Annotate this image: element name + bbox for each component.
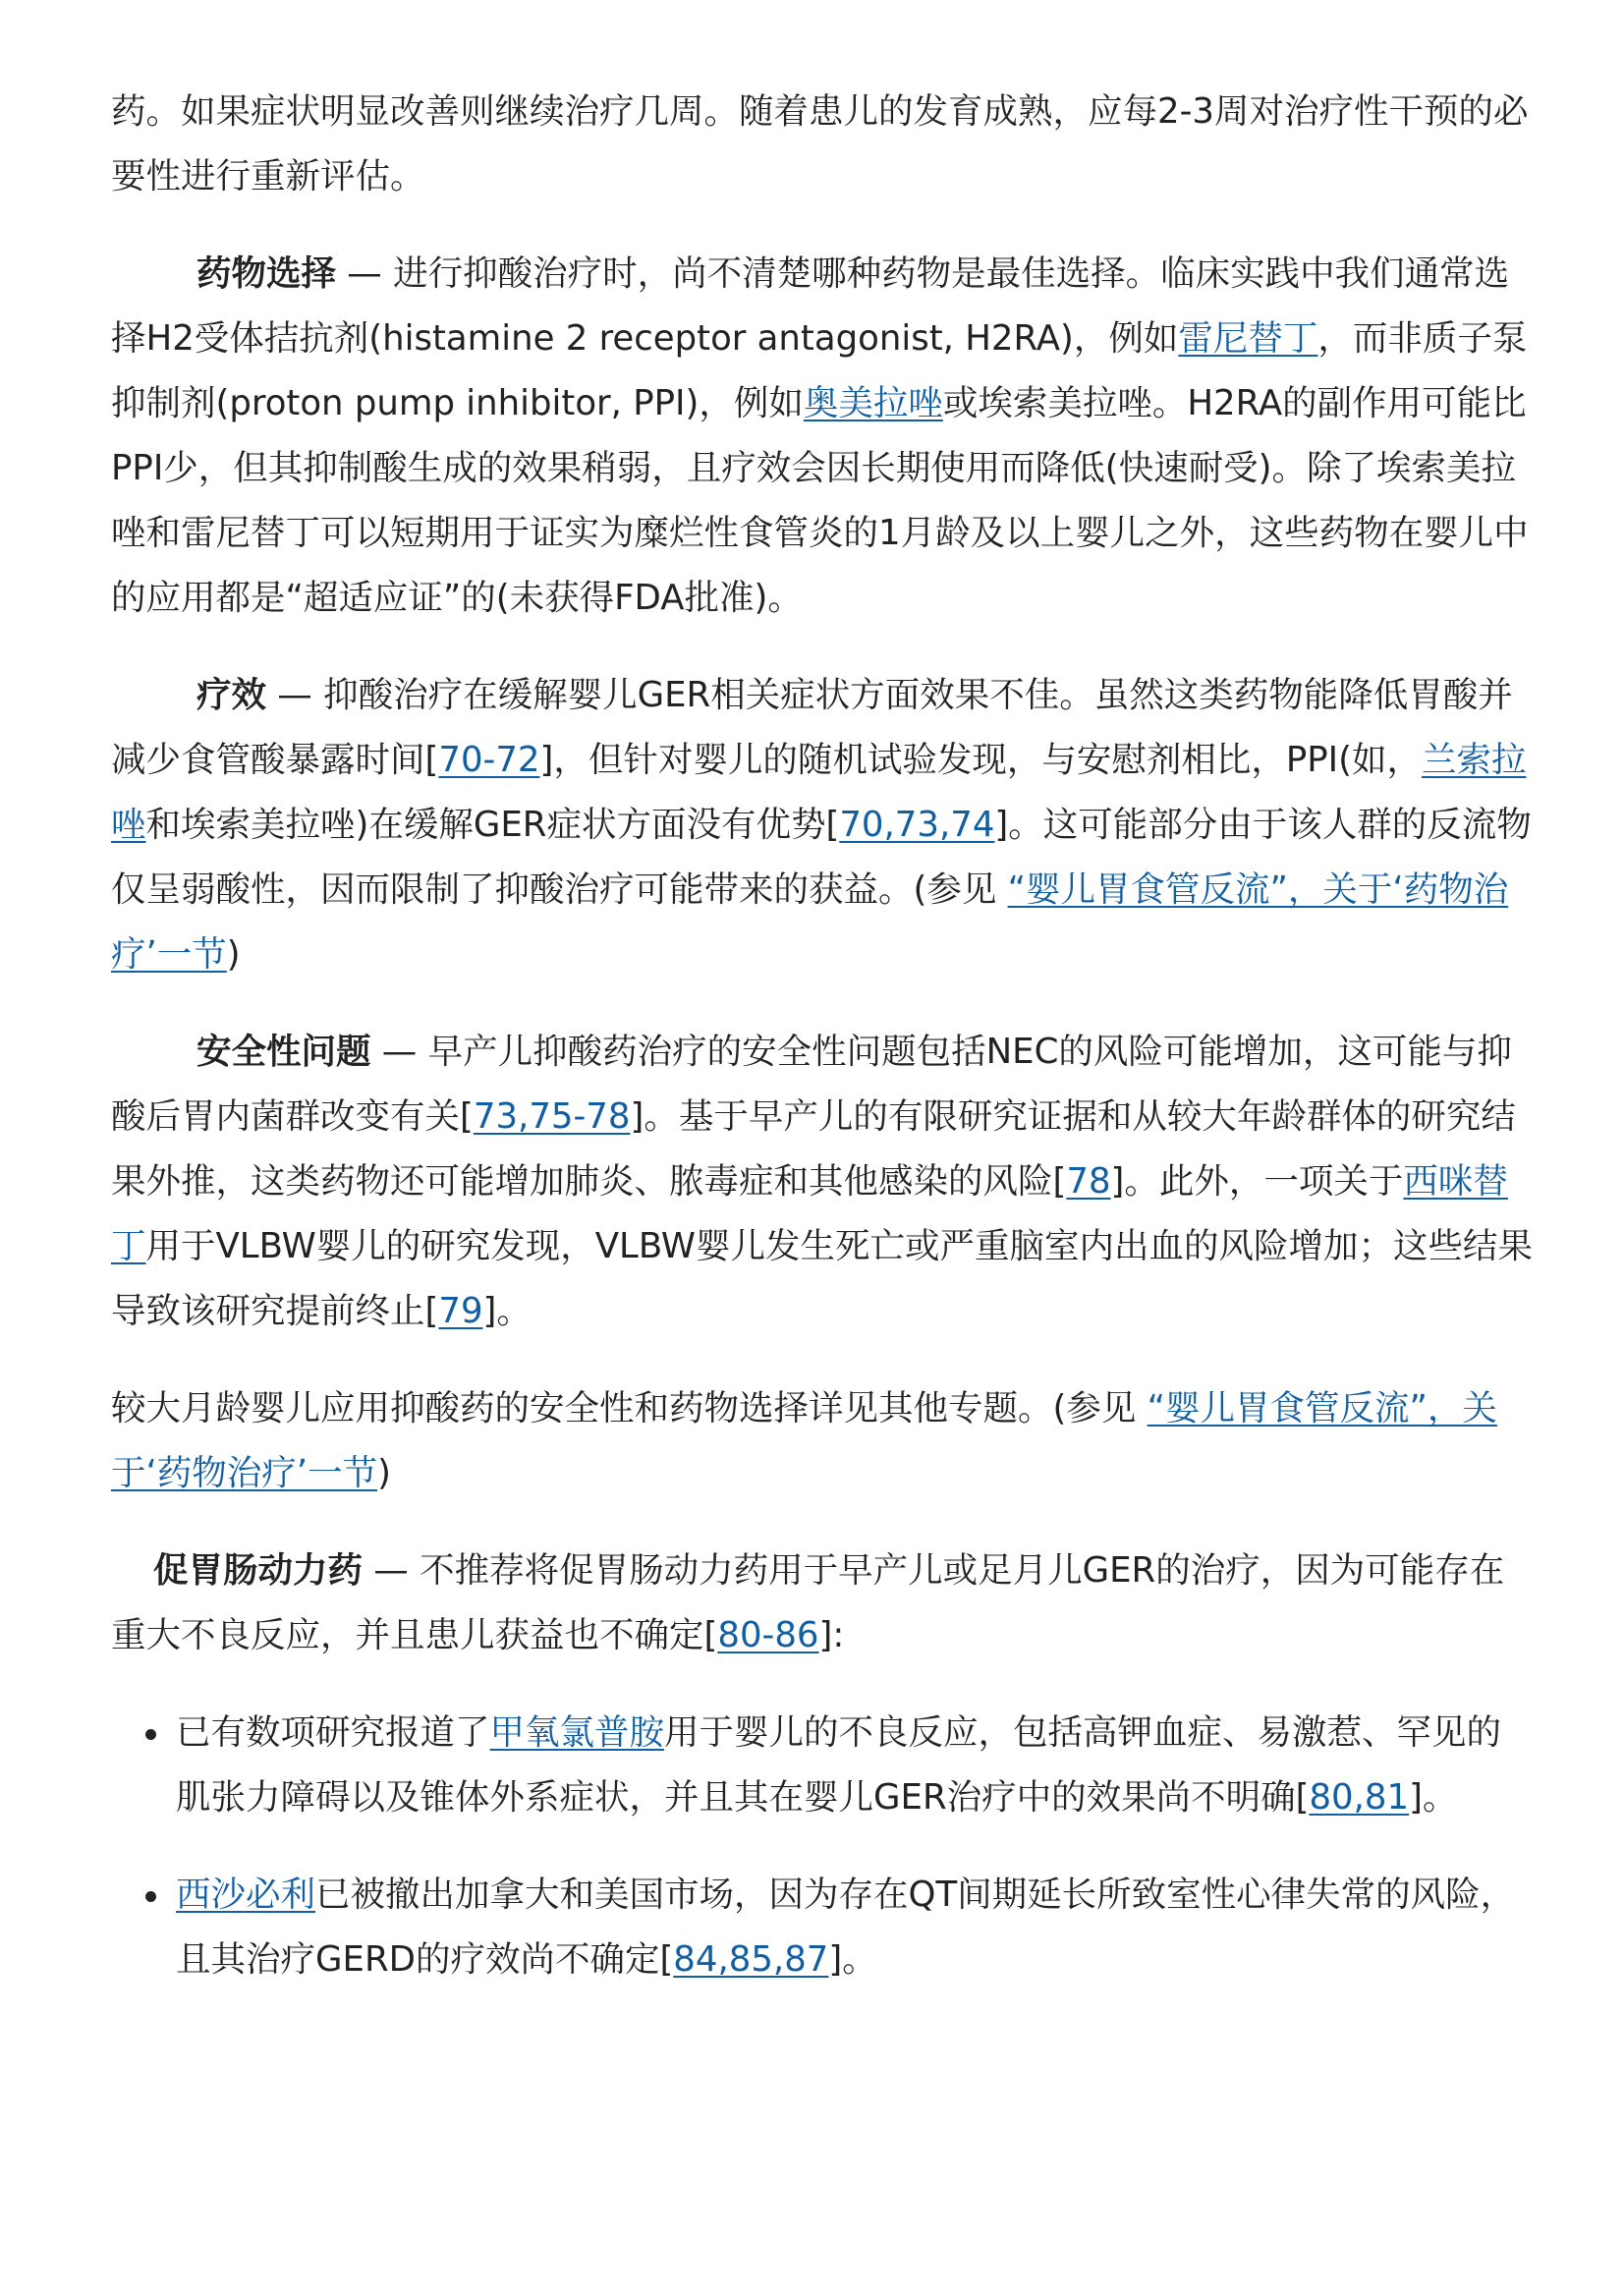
separator: —	[363, 1550, 420, 1591]
safety-paragraph	[111, 1020, 1536, 1344]
bullet-dot-icon	[145, 1729, 156, 1740]
link-metoclopramide[interactable]: 甲氧氯普胺	[489, 1712, 665, 1753]
efficacy-paragraph	[111, 663, 1536, 987]
paragraph-text: 用于VLBW婴儿的研究发现，VLBW婴儿发生死亡或严重脑室内出血的风险增加；这些结果导致该研究提前终止[	[111, 1226, 1534, 1331]
reference-link[interactable]: 73,75-78	[473, 1096, 631, 1137]
prokinetics-bullet-list	[111, 1701, 1536, 1992]
link-lansoprazole[interactable]: 兰索拉唑	[111, 740, 1527, 845]
prokinetics-heading: 促胃肠动力药	[153, 1550, 364, 1591]
cross-reference-link[interactable]: “婴儿胃食管反流”，关于‘药物治疗’一节	[111, 1388, 1497, 1493]
paragraph-text: ]:	[818, 1615, 845, 1655]
drug-selection-paragraph	[111, 242, 1536, 631]
paragraph-text: ]，但针对婴儿的随机试验发现，与安慰剂相比，PPI(如，	[539, 740, 1423, 780]
link-cimetidine[interactable]: 西咪替丁	[111, 1161, 1508, 1266]
reference-link[interactable]: 79	[438, 1291, 483, 1331]
reference-link[interactable]: 80-86	[717, 1615, 819, 1655]
paragraph-text: )	[377, 1453, 391, 1493]
paragraph-text: 早产儿抑酸药治疗的安全性问题包括NEC的风险可能增加，这可能与抑酸后胃内菌群改变有关[	[111, 1032, 1512, 1137]
list-item	[111, 1701, 1536, 1830]
reference-link[interactable]: 78	[1066, 1161, 1111, 1202]
paragraph-text: 较大月龄婴儿应用抑酸药的安全性和药物选择详见其他专题。(参见	[111, 1388, 1148, 1428]
paragraph-text: ，而非质子泵抑制剂(proton pump inhibitor, PPI)，例如	[111, 318, 1528, 423]
paragraph-text: 抑酸治疗在缓解婴儿GER相关症状方面效果不佳。虽然这类药物能降低胃酸并减少食管酸暴露时间[	[111, 675, 1513, 780]
efficacy-heading: 疗效	[196, 675, 267, 715]
cross-reference-link[interactable]: “婴儿胃食管反流”，关于‘药物治疗’一节	[111, 869, 1509, 975]
link-ranitidine[interactable]: 雷尼替丁	[1178, 318, 1318, 359]
paragraph-text: )	[226, 934, 241, 975]
older-infants-paragraph	[111, 1376, 1536, 1506]
safety-heading: 安全性问题	[196, 1032, 371, 1072]
separator: —	[336, 253, 394, 294]
paragraph-text: ]。	[482, 1291, 532, 1331]
bullet-dot-icon	[145, 1891, 156, 1902]
paragraph-text: ]。基于早产儿的有限研究证据和从较大年龄群体的研究结果外推，这类药物还可能增加肺炎、脓毒症和其他感染的风险[	[111, 1096, 1516, 1202]
article-body	[111, 80, 1536, 2025]
list-item-text: 已被撤出加拿大和美国市场，因为存在QT间期延长所致室性心律失常的风险，且其治疗GERD的疗效尚不确定[	[176, 1875, 1516, 1980]
list-item-text: 已有数项研究报道了	[176, 1712, 490, 1753]
reference-link[interactable]: 80,81	[1309, 1777, 1410, 1818]
paragraph-text: ]。这可能部分由于该人群的反流物仅呈弱酸性，因而限制了抑酸治疗可能带来的获益。(参见	[111, 805, 1532, 910]
intro-text: 药。如果症状明显改善则继续治疗几周。随着患儿的发育成熟，应每2-3周对治疗性干预的必要性进行重新评估。	[111, 91, 1529, 196]
intro-paragraph	[111, 80, 1536, 209]
separator: —	[370, 1032, 428, 1072]
reference-link[interactable]: 70-72	[438, 740, 540, 780]
reference-link[interactable]: 84,85,87	[673, 1939, 829, 1980]
list-item-text: ]。	[828, 1939, 877, 1980]
paragraph-text: 不推荐将促胃肠动力药用于早产儿或足月儿GER的治疗，因为可能存在重大不良反应，并且患儿获益也不确定[	[111, 1550, 1505, 1655]
paragraph-text: 或埃索美拉唑。H2RA的副作用可能比PPI少，但其抑制酸生成的效果稍弱，且疗效会因长期使用而降低(快速耐受)。除了埃索美拉唑和雷尼替丁可以短期用于证实为糜烂性食管炎的1月龄及以上婴儿之外，这些药物在婴儿中的应用都是“超适应证”的(未获得FDA批准)。	[111, 383, 1529, 618]
paragraph-text: 进行抑酸治疗时，尚不清楚哪种药物是最佳选择。临床实践中我们通常选择H2受体拮抗剂(histamine 2 receptor antagonist, H2RA)，例如	[111, 253, 1510, 359]
link-omeprazole[interactable]: 奥美拉唑	[803, 383, 943, 423]
reference-link[interactable]: 70,73,74	[839, 805, 995, 845]
paragraph-text: ]。此外，一项关于	[1110, 1161, 1404, 1202]
drug-selection-heading: 药物选择	[196, 253, 337, 294]
list-item-text: ]。	[1409, 1777, 1458, 1818]
paragraph-text: 和埃索美拉唑)在缓解GER症状方面没有优势[	[145, 805, 840, 845]
list-item-text: 用于婴儿的不良反应，包括高钾血症、易激惹、罕见的肌张力障碍以及锥体外系症状，并且其在婴儿GER治疗中的效果尚不明确[	[176, 1712, 1502, 1818]
list-item	[111, 1863, 1536, 1992]
separator: —	[266, 675, 324, 715]
link-cisapride[interactable]: 西沙必利	[176, 1875, 316, 1915]
prokinetics-paragraph	[111, 1539, 1536, 1668]
